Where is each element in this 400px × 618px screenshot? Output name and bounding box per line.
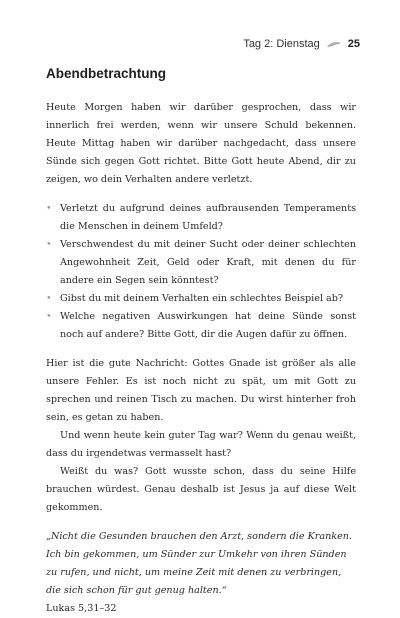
body-text <box>46 99 356 618</box>
good-news-paragraph: Hier ist die gute Nachricht: Gottes Gnade ist größer als alle unsere Fehler. Es ist noch nicht zu spät, um mit Gott zu sprechen und reinen Tisch zu machen. Du wirst hinterher froh sein, es getan zu haben. <box>46 358 356 423</box>
reflection-questions <box>46 200 356 344</box>
list-item: • Verletzt du aufgrund deines aufbrausenden Temperaments die Menschen in deinem Umfeld? <box>46 203 356 232</box>
section-title: Abendbetrachtung <box>46 66 166 81</box>
intro-paragraph: Heute Morgen haben wir darüber gesprochen, dass wir innerlich frei werden, wenn wir unsere Schuld bekennen. Heute Mittag haben wir darüber nachgedacht, dass unsere Sünde sich gegen Gott richtet. Bitte Gott heute Abend, dir zu zeigen, wo dein Verhalten andere verletzt. <box>46 102 356 185</box>
quote-text: „Nicht die Gesunden brauchen den Arzt, sondern die Kranken. Ich bin gekommen, um Sünder zur Umkehr von ihren Sünden zu rufen, und nicht, um meine Zeit mit denen zu verbringen, die sich schon für gut genug halten.“ <box>46 531 352 596</box>
question-paragraph: Und wenn heute kein guter Tag war? Wenn du genau weißt, dass du irgendetwas vermasselt hast? <box>46 430 356 459</box>
leaf-ornament-icon <box>326 40 342 48</box>
list-item: • Welche negativen Auswirkungen hat deine Sünde sonst noch auf andere? Bitte Gott, dir die Augen dafür zu öffnen. <box>46 311 356 340</box>
bible-quote <box>46 528 356 618</box>
page-number: 25 <box>347 38 360 50</box>
running-header <box>243 38 360 50</box>
quote-source: Lukas 5,31–32 <box>46 603 117 614</box>
answer-paragraph: Weißt du was? Gott wusste schon, dass du seine Hilfe brauchen würdest. Genau deshalb ist Jesus ja auf diese Welt gekommen. <box>46 466 356 513</box>
running-title: Tag 2: Dienstag <box>243 38 320 50</box>
list-item: • Gibst du mit deinem Verhalten ein schlechtes Beispiel ab? <box>46 293 344 304</box>
list-item: • Verschwendest du mit deiner Sucht oder deiner schlechten Angewohnheit Zeit, Geld oder Kraft, mit denen du für andere ein Segen sein könntest? <box>46 239 356 286</box>
